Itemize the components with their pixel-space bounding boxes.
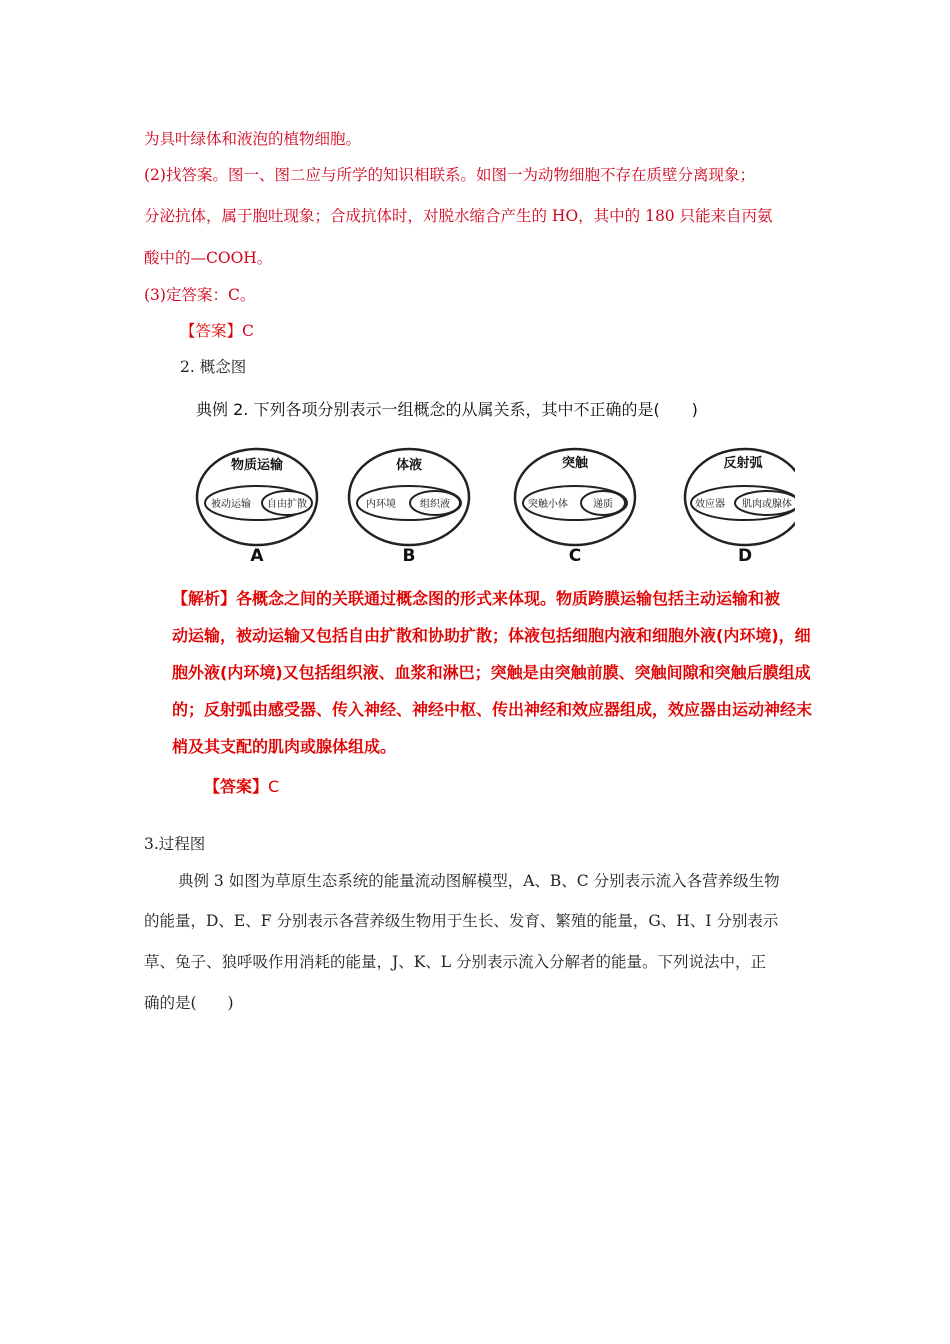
concept-diagram-c: [515, 449, 635, 566]
diagram-d-outer-label: 反射弧: [723, 456, 763, 471]
diagram-d-inner-right: 肌肉或腺体: [742, 499, 792, 510]
concept-diagram-b: [349, 449, 469, 566]
example-3-line-4: 确的是( ): [144, 994, 234, 1012]
section-2-title: 2. 概念图: [180, 358, 247, 376]
diagram-b-outer-label: 体液: [395, 458, 423, 473]
concept-diagram-d: [685, 449, 795, 566]
concept-diagrams: [195, 445, 795, 570]
diagram-b-letter: B: [402, 546, 416, 566]
example-3-line-3: 草、兔子、狼呼吸作用消耗的能量，J、K、L 分别表示流入分解者的能量。下列说法中，正: [144, 953, 767, 971]
diagram-a-inner-right: 自由扩散: [267, 499, 307, 510]
diagram-c-outer-label: 突触: [561, 456, 589, 471]
diagram-d-letter: D: [737, 546, 753, 566]
solution-line-2: (2)找答案。图一、图二应与所学的知识相联系。如图一为动物细胞不存在质壁分离现象；: [144, 166, 755, 184]
answer-mark: 【答案】: [204, 777, 269, 796]
answer-value: C: [268, 777, 280, 796]
solution-line-3: 分泌抗体，属于胞吐现象；合成抗体时，对脱水缩合产生的 HO，其中的 180 只能来自丙氨: [144, 207, 773, 225]
diagram-a-inner-left: 被动运输: [211, 499, 251, 510]
example-2-question: 典例 2. 下列各项分别表示一组概念的从属关系，其中不正确的是( ): [196, 400, 698, 419]
concept-diagram-a: [197, 449, 317, 566]
answer-mark: 【答案】: [180, 322, 243, 340]
solution-line-1: 为具叶绿体和液泡的植物细胞。: [144, 130, 362, 148]
section-3-title: 3.过程图: [144, 835, 206, 853]
diagram-c-letter: C: [568, 546, 582, 566]
diagram-b-inner-right: 组织液: [420, 499, 450, 510]
answer-2: [204, 776, 279, 798]
diagram-a-outer-label: 物质运输: [230, 458, 284, 473]
diagram-b-inner-left: 内环境: [366, 499, 396, 510]
diagram-d-inner-left: 效应器: [695, 499, 725, 510]
analysis-line-4: 的；反射弧由感受器、传入神经、神经中枢、传出神经和效应器组成，效应器由运动神经末: [172, 700, 813, 719]
answer-1: [180, 320, 254, 342]
solution-line-4: 酸中的—COOH。: [144, 249, 273, 267]
diagram-a-letter: A: [250, 546, 264, 566]
analysis-line-3: 胞外液(内环境)又包括组织液、血浆和淋巴；突触是由突触前膜、突触间隙和突触后膜组成: [172, 663, 811, 682]
example-3-line-2: 的能量，D、E、F 分别表示各营养级生物用于生长、发育、繁殖的能量，G、H、I 分别表示: [144, 912, 779, 930]
solution-line-5: (3)定答案：C。: [144, 286, 256, 304]
answer-value: C: [242, 322, 254, 340]
diagram-c-inner-left: 突触小体: [528, 499, 568, 510]
analysis-line-2: 动运输，被动运输又包括自由扩散和协助扩散；体液包括细胞内液和细胞外液(内环境)，细: [172, 626, 811, 645]
analysis-line-5: 梢及其支配的肌肉或腺体组成。: [172, 737, 397, 756]
diagram-c-inner-right: 递质: [593, 499, 613, 510]
example-3-line-1: 典例 3 如图为草原生态系统的能量流动图解模型，A、B、C 分别表示流入各营养级生物: [178, 872, 780, 890]
analysis-line-1: 【解析】各概念之间的关联通过概念图的形式来体现。物质跨膜运输包括主动运输和被: [172, 589, 781, 608]
